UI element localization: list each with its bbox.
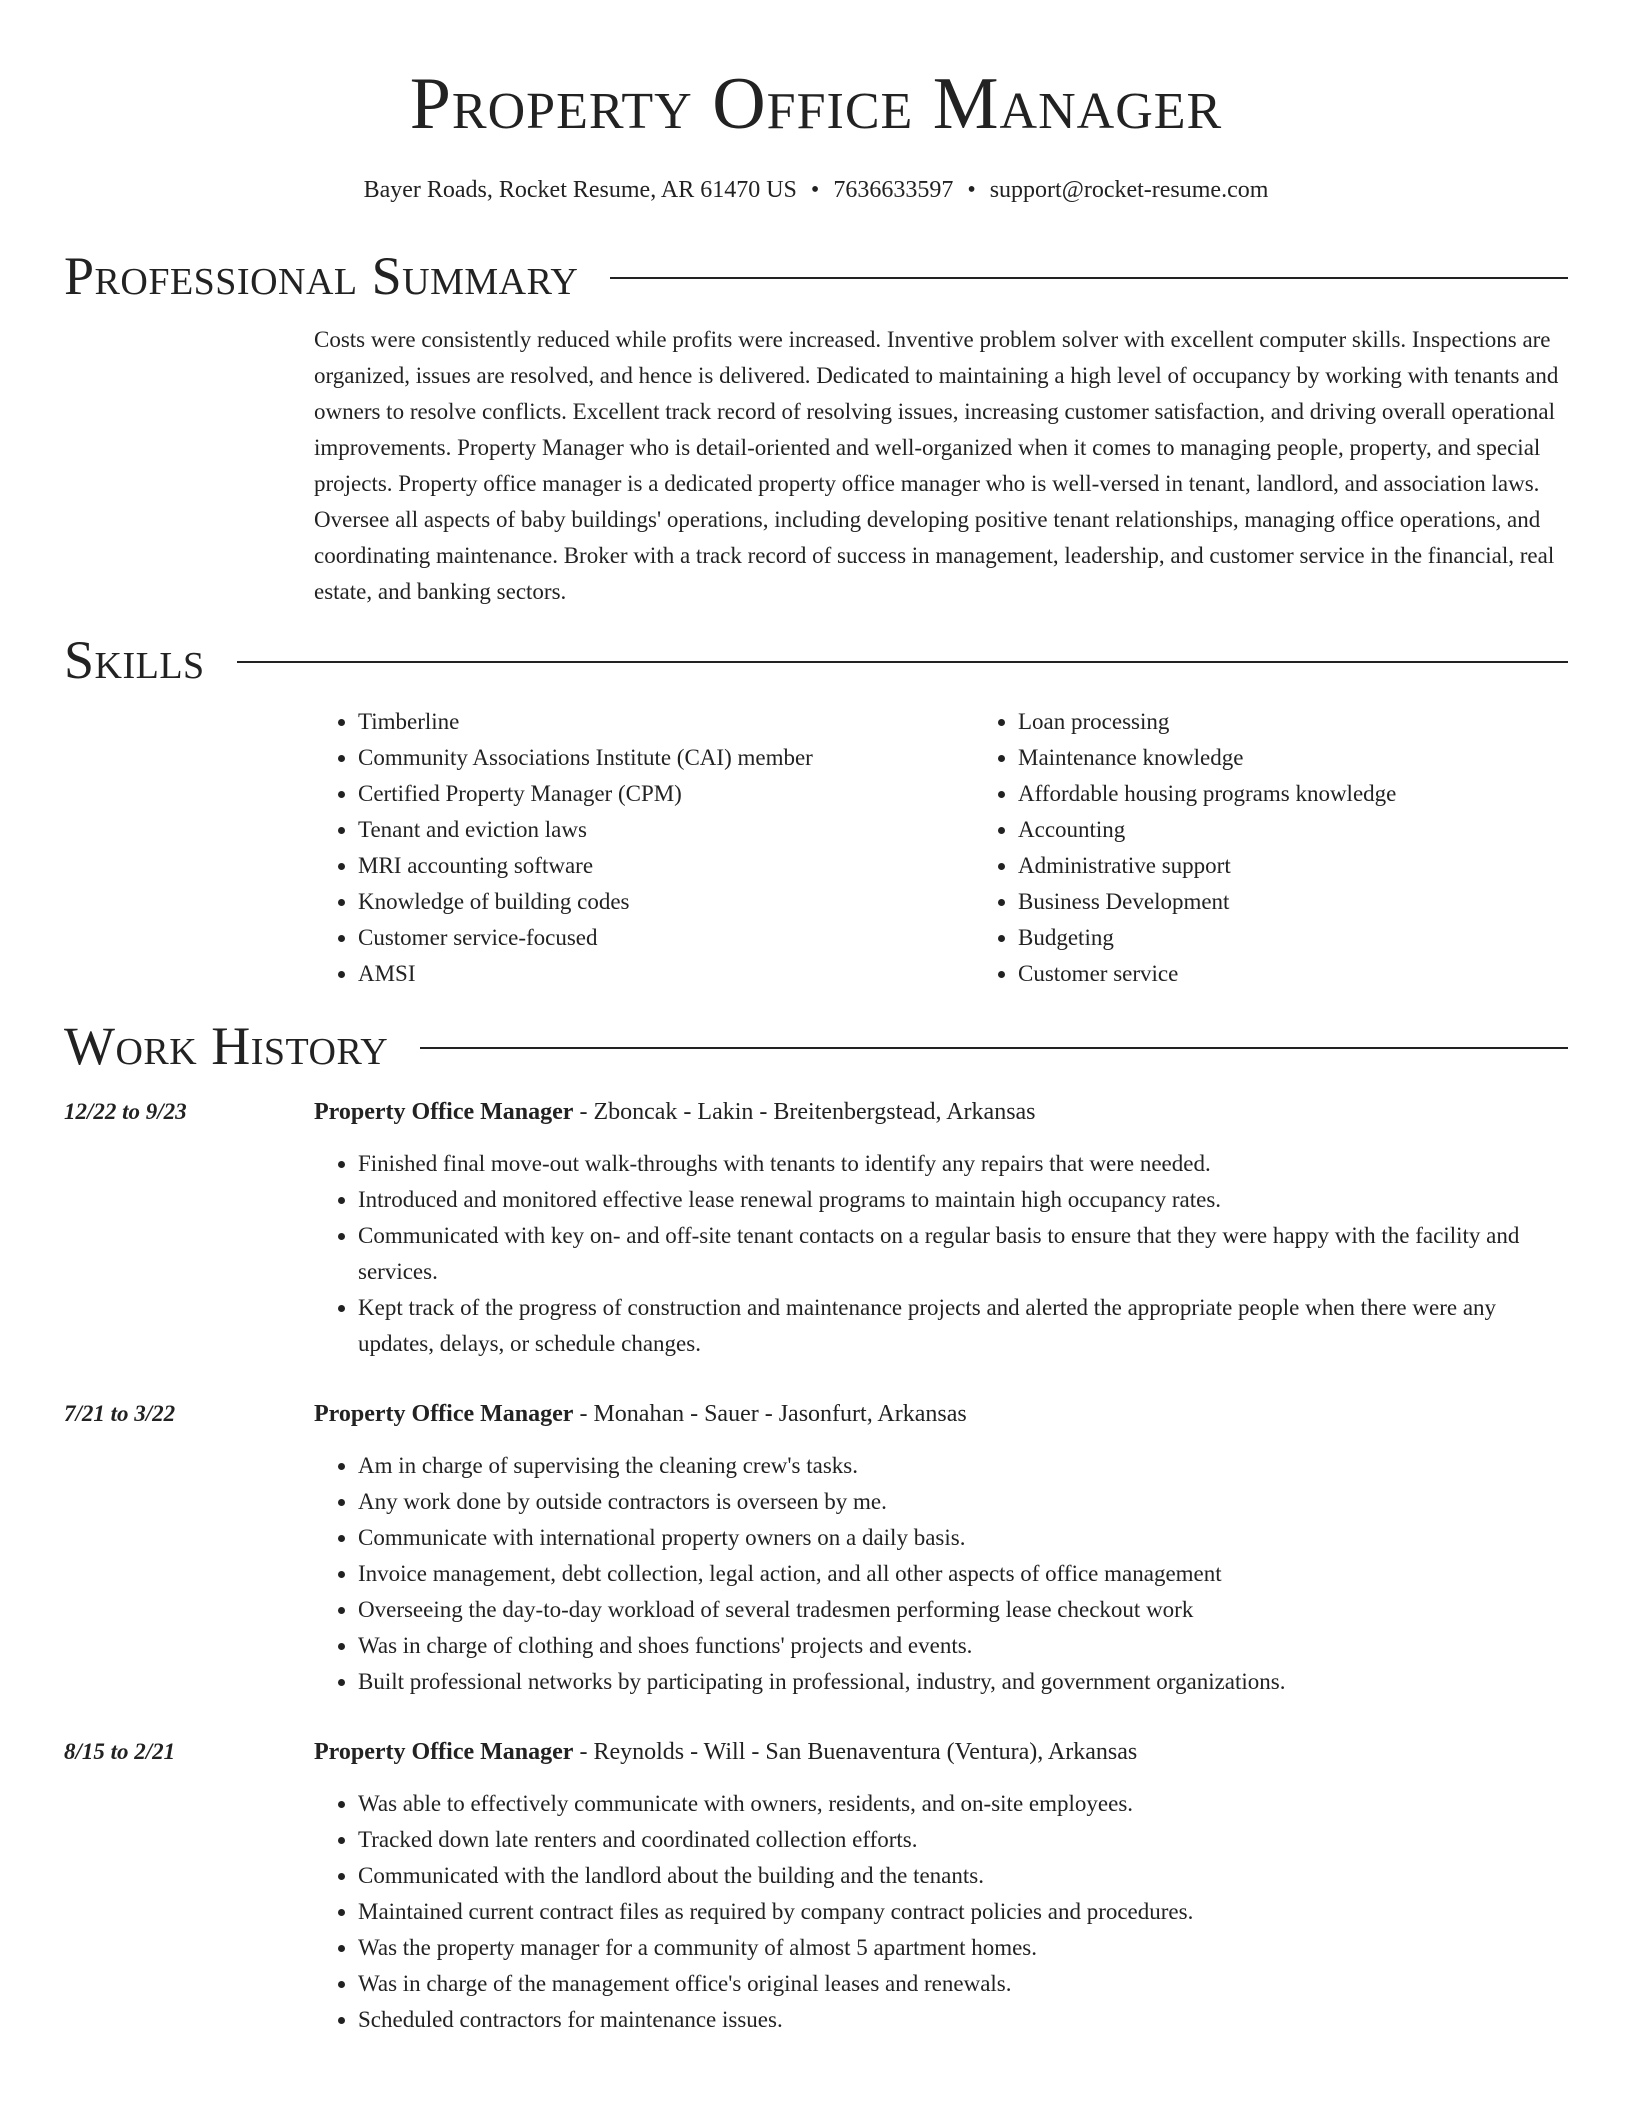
job-dates: 7/21 to 3/22	[64, 1401, 176, 1426]
skill-item: • Affordable housing programs knowledge	[1018, 776, 1632, 812]
skills-section-header	[64, 630, 1568, 690]
job-bullet: • Maintained current contract files as required by company contract policies and procedures.	[358, 1894, 1568, 1930]
job-employer-location: - Monahan - Sauer - Jasonfurt, Arkansas	[573, 1401, 967, 1427]
contact-email[interactable]: support@rocket-resume.com	[989, 177, 1269, 203]
skill-item: • Business Development	[1018, 884, 1632, 920]
contact-line	[64, 174, 1568, 206]
job-bullet: • Tracked down late renters and coordinated collection efforts.	[358, 1822, 1568, 1858]
job-employer-location: - Reynolds - Will - San Buenaventura (Ventura), Arkansas	[573, 1739, 1138, 1765]
skill-item: • Timberline	[358, 704, 974, 740]
job-bullet: • Overseeing the day-to-day workload of several tradesmen performing lease checkout work	[358, 1592, 1568, 1628]
skill-item: • MRI accounting software	[358, 848, 974, 884]
job-title: Property Office Manager	[314, 1401, 574, 1427]
skill-item: • Customer service-focused	[358, 920, 974, 956]
job-bullets	[314, 1448, 1568, 1700]
job-bullets	[314, 1786, 1568, 2038]
job-bullet: • Communicated with key on- and off-site tenant contacts on a regular basis to ensure that they were happy with the facility and services.	[358, 1218, 1568, 1290]
job-bullet: • Am in charge of supervising the cleaning crew's tasks.	[358, 1448, 1568, 1484]
summary-heading: Professional Summary	[64, 246, 579, 306]
summary-section-header	[64, 246, 1568, 306]
skill-item: • Certified Property Manager (CPM)	[358, 776, 974, 812]
job-dates: 8/15 to 2/21	[64, 1739, 176, 1764]
section-divider	[420, 1047, 1568, 1049]
resume-name: Property Office Manager	[409, 63, 1223, 145]
job-content	[314, 1396, 1568, 1700]
contact-phone[interactable]: 7636633597	[833, 177, 954, 203]
job-title: Property Office Manager	[314, 1739, 574, 1765]
job-entry	[64, 1396, 1568, 1700]
job-bullet: • Any work done by outside contractors is overseen by me.	[358, 1484, 1568, 1520]
work-history-list	[64, 1094, 1568, 2038]
contact-separator: •	[967, 177, 976, 203]
job-entry	[64, 1734, 1568, 2038]
skill-item: • Loan processing	[1018, 704, 1632, 740]
skills-list-left	[314, 704, 974, 992]
summary-section	[314, 322, 1568, 610]
job-title: Property Office Manager	[314, 1099, 574, 1125]
job-bullet: • Was the property manager for a community of almost 5 apartment homes.	[358, 1930, 1568, 1966]
skills-grid	[314, 704, 1568, 992]
contact-separator: •	[810, 177, 820, 203]
job-bullet: • Communicate with international property owners on a daily basis.	[358, 1520, 1568, 1556]
job-content	[314, 1734, 1568, 2038]
skill-item: • Administrative support	[1018, 848, 1632, 884]
skill-item: • Budgeting	[1018, 920, 1632, 956]
job-bullet: • Was able to effectively communicate with owners, residents, and on-site employees.	[358, 1786, 1568, 1822]
job-bullet: • Invoice management, debt collection, legal action, and all other aspects of office management	[358, 1556, 1568, 1592]
job-dates: 12/22 to 9/23	[64, 1099, 187, 1124]
skill-item: • AMSI	[358, 956, 974, 992]
job-entry	[64, 1094, 1568, 1362]
work-section-header	[64, 1016, 1568, 1076]
job-title-line	[314, 1396, 1568, 1432]
summary-text: Costs were consistently reduced while profits were increased. Inventive problem solver with excellent computer skills. Inspections are organized, issues are resolved, and hence is delivered. Dedicated to maintaining a high level of occupancy by working with tenants and owners to resolve conflicts. Excellent track record of resolving issues, increasing customer satisfaction, and driving overall operational improvements. Property Manager who is detail-oriented and well-organized when it comes to managing people, property, and special projects. Property office manager is a dedicated property office manager who is well-versed in tenant, landlord, and association laws. Oversee all aspects of baby buildings' operations, including developing positive tenant relationships, managing office operations, and coordinating maintenance. Broker with a track record of success in management, leadership, and customer service in the financial, real estate, and banking sectors.	[314, 327, 1559, 604]
job-bullet: • Was in charge of the management office's original leases and renewals.	[358, 1966, 1568, 2002]
job-bullet: • Introduced and monitored effective lease renewal programs to maintain high occupancy rates.	[358, 1182, 1568, 1218]
section-divider	[610, 277, 1568, 279]
job-bullet: • Was in charge of clothing and shoes functions' projects and events.	[358, 1628, 1568, 1664]
skill-item: • Customer service	[1018, 956, 1632, 992]
skill-item: • Maintenance knowledge	[1018, 740, 1632, 776]
job-bullet: • Communicated with the landlord about the building and the tenants.	[358, 1858, 1568, 1894]
skill-item: • Accounting	[1018, 812, 1632, 848]
job-bullet: • Built professional networks by participating in professional, industry, and government organizations.	[358, 1664, 1568, 1700]
job-bullets	[314, 1146, 1568, 1362]
job-bullet: • Finished final move-out walk-throughs with tenants to identify any repairs that were needed.	[358, 1146, 1568, 1182]
section-divider	[237, 661, 1568, 663]
work-heading: Work History	[64, 1016, 389, 1076]
skills-heading: Skills	[64, 630, 205, 690]
skills-section	[314, 704, 1568, 992]
job-employer-location: - Zboncak - Lakin - Breitenbergstead, Arkansas	[573, 1099, 1036, 1125]
job-title-line	[314, 1094, 1568, 1130]
contact-address: Bayer Roads, Rocket Resume, AR 61470 US	[363, 177, 797, 203]
skills-list-right	[974, 704, 1632, 992]
skill-item: • Knowledge of building codes	[358, 884, 974, 920]
skill-item: • Tenant and eviction laws	[358, 812, 974, 848]
job-bullet: • Kept track of the progress of construction and maintenance projects and alerted the appropriate people when there were any updates, delays, or schedule changes.	[358, 1290, 1568, 1362]
job-title-line	[314, 1734, 1568, 1770]
job-bullet: • Scheduled contractors for maintenance issues.	[358, 2002, 1568, 2038]
skill-item: • Community Associations Institute (CAI) member	[358, 740, 974, 776]
job-content	[314, 1094, 1568, 1362]
